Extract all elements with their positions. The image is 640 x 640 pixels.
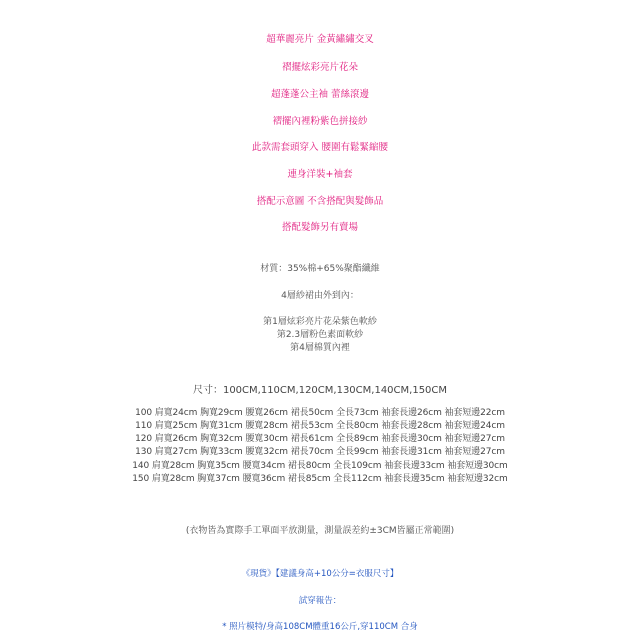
feature-line-3: 超蓬蓬公主袖 蕾絲滾邊 (270, 89, 370, 100)
size-row-130: 130 肩寬27cm 胸寬33cm 腰寬32cm 裙長70cm 全長99cm 袖套長邊31cm 袖套短邊27cm (135, 447, 505, 457)
layer-line-3: 第4層棉質內裡 (290, 343, 350, 353)
feature-line-6: 連身洋裝+袖套 (287, 169, 353, 180)
measure-note: (衣物皆為實際手工單面平放測量，測量誤差約±3CM皆屬正常範圍) (185, 526, 455, 536)
report-line: * 照片模特/身高108CM體重16公斤,穿110CM 合身 (222, 622, 418, 632)
size-row-100: 100 肩寬24cm 胸寬29cm 腰寬26cm 裙長50cm 全長73cm 袖套長邊26cm 袖套短邊22cm (135, 408, 505, 418)
size-row-150: 150 肩寬28cm 胸寬37cm 腰寬36cm 裙長85cm 全長112cm 袖套長邊35cm 袖套短邊32cm (132, 474, 508, 484)
size-row-110: 110 肩寬25cm 胸寬31cm 腰寬28cm 裙長53cm 全長80cm 袖套長邊28cm 袖套短邊24cm (135, 421, 505, 431)
stock-line: 《現貨》【建議身高+10公分=衣服尺寸】 (241, 569, 399, 579)
size-row-140: 140 肩寬28cm 胸寬35cm 腰寬34cm 裙長80cm 全長109cm 袖套長邊33cm 袖套短邊30cm (132, 461, 508, 471)
feature-line-4: 褶擺內裡粉紫色拼接紗 (272, 116, 368, 127)
feature-line-5: 此款需套頭穿入 腰圍有鬆緊縮腰 (251, 142, 389, 153)
feature-line-8: 搭配髮飾另有賣場 (281, 222, 358, 233)
sizes-line: 尺寸：100CM,110CM,120CM,130CM,140CM,150CM (192, 385, 448, 396)
feature-line-2: 褶擺炫彩亮片花朵 (281, 62, 358, 73)
layers-title: 4層紗裙由外到內： (281, 291, 359, 301)
feature-line-1: 超華麗亮片 金黃繡繡交叉 (266, 34, 374, 45)
report-title: 試穿報告： (298, 596, 342, 606)
layer-line-2: 第2.3層粉色素面軟紗 (276, 330, 364, 340)
layer-line-1: 第1層炫彩亮片花朵紫色軟紗 (263, 317, 377, 327)
feature-line-7: 搭配示意圖 不含搭配與髮飾品 (256, 196, 384, 207)
material-line: 材質：35%棉+65%聚酯纖維 (260, 264, 380, 274)
size-row-120: 120 肩寬26cm 胸寬32cm 腰寬30cm 裙長61cm 全長89cm 袖套長邊30cm 袖套短邊27cm (135, 434, 505, 444)
